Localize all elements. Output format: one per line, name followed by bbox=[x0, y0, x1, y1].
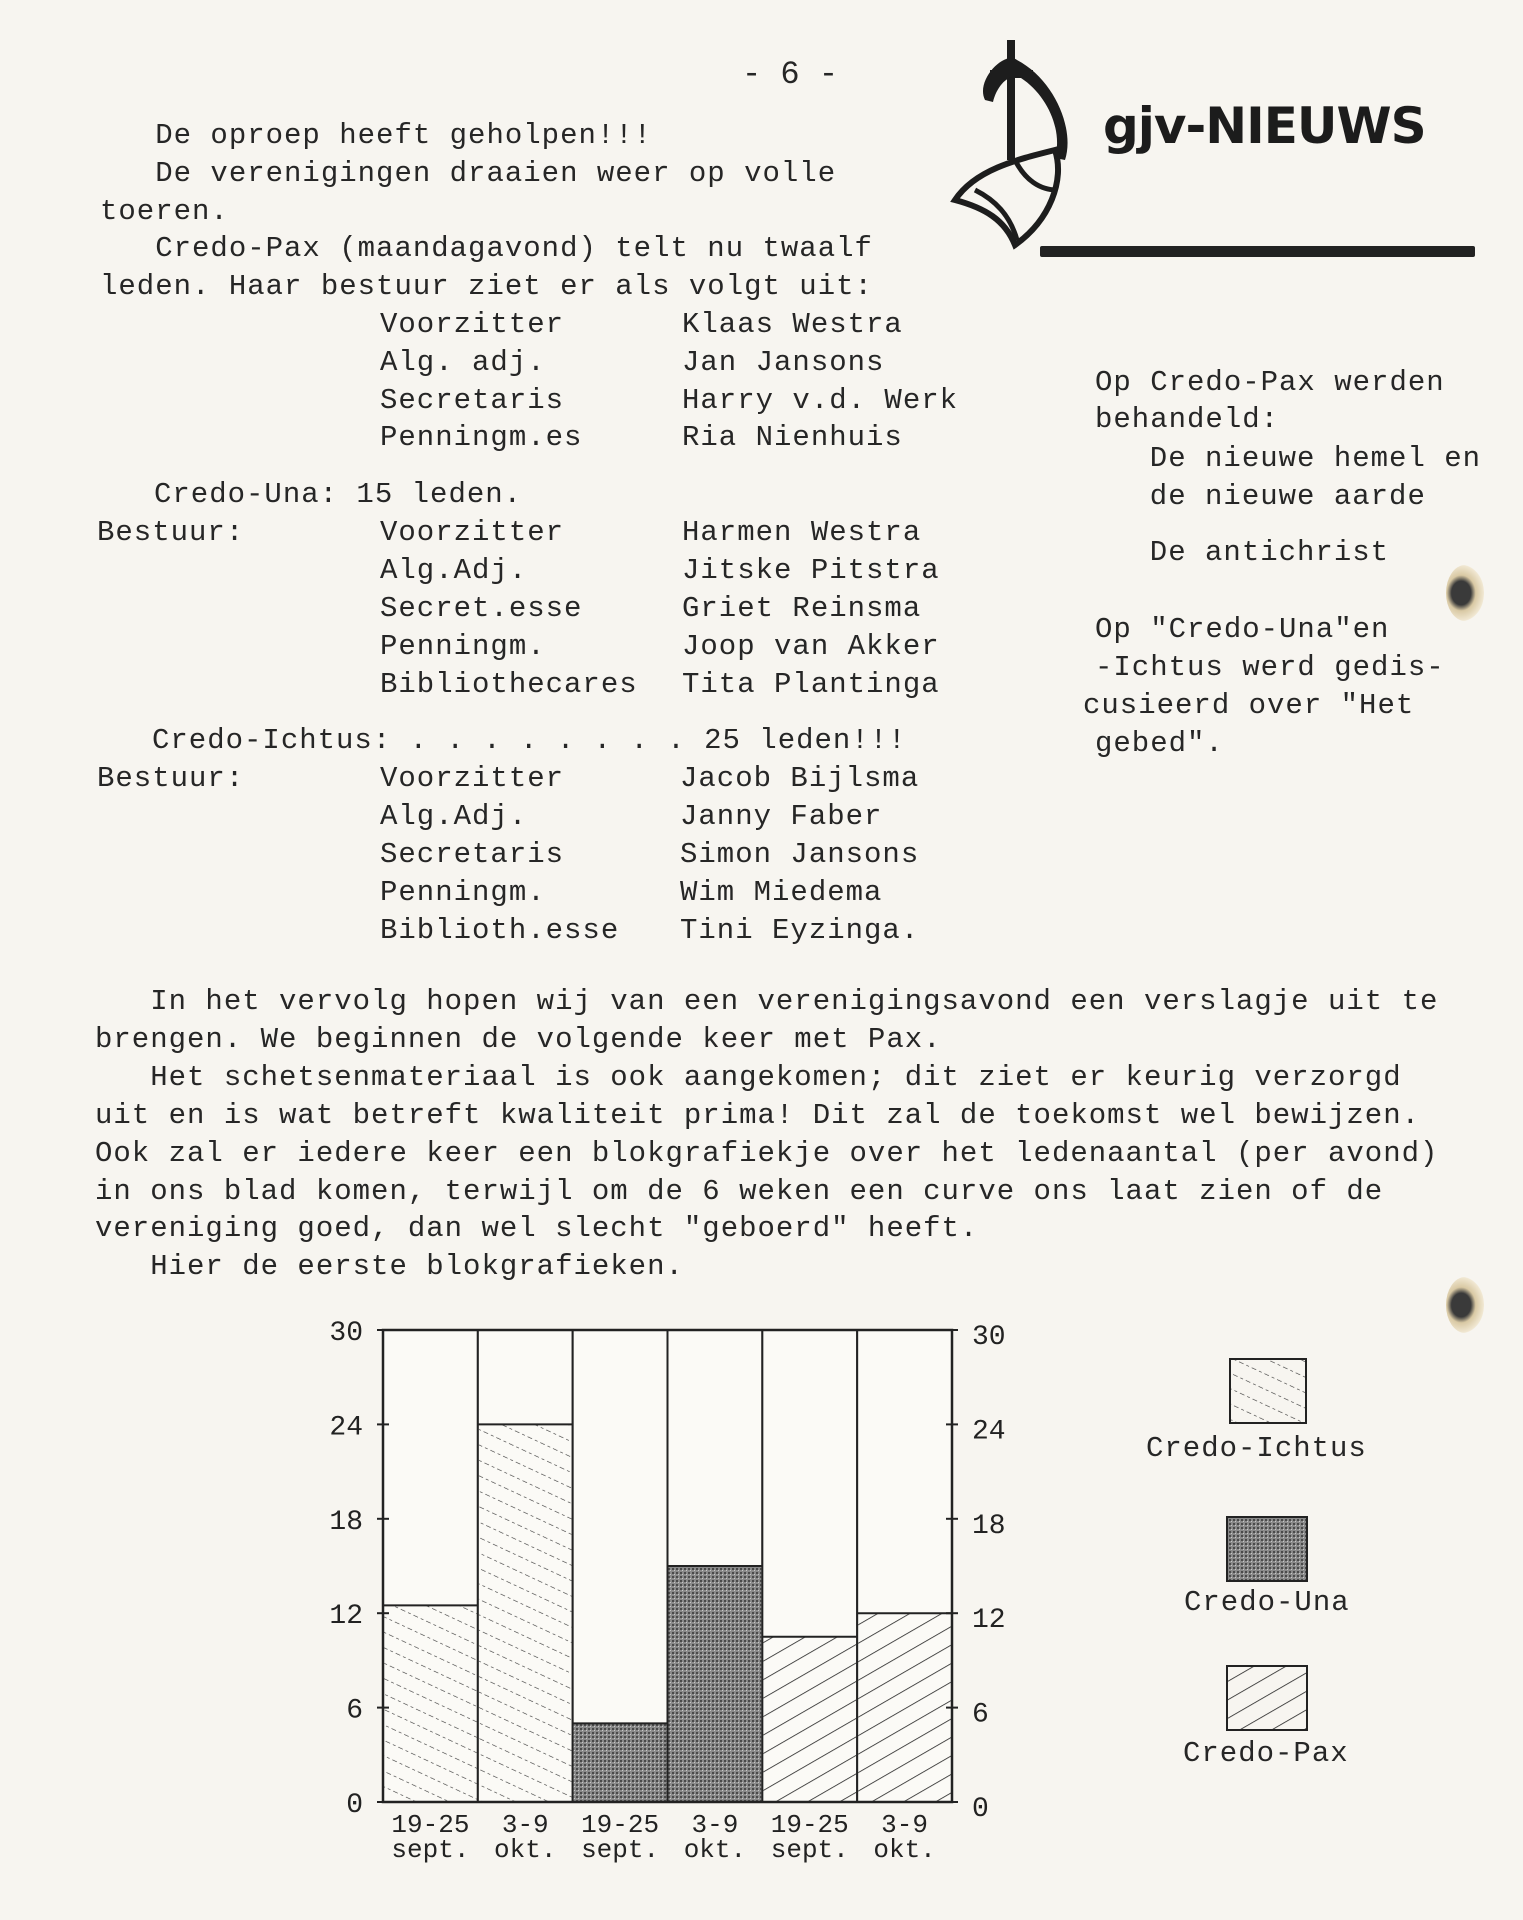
y-tick-label-left: 0 bbox=[346, 1790, 363, 1821]
ichtus-header: Credo-Ichtus: . . . . . . . . 25 leden!!! bbox=[152, 724, 907, 757]
sidebar-line: De antichrist bbox=[1113, 536, 1390, 569]
bestuur-label: Bestuur: bbox=[97, 762, 245, 795]
board-name: Tita Plantinga bbox=[682, 668, 940, 701]
body-line: Ook zal er iedere keer een blokgrafiekje over het ledenaantal (per avond) bbox=[95, 1137, 1439, 1170]
sidebar-line: Op "Credo-Una"en bbox=[1095, 613, 1390, 646]
y-tick-label-left: 24 bbox=[329, 1412, 363, 1444]
bar bbox=[858, 1613, 951, 1802]
board-name: Tini Eyzinga. bbox=[680, 914, 920, 947]
legend-swatch-pax bbox=[1225, 1664, 1309, 1732]
membership-bar-chart bbox=[300, 1300, 1006, 1880]
page-number: - 6 - bbox=[742, 56, 839, 93]
board-role: Voorzitter bbox=[380, 516, 565, 549]
x-tick-label-month: okt. bbox=[494, 1835, 557, 1865]
sidebar-line: behandeld: bbox=[1095, 403, 1280, 436]
board-name: Jacob Bijlsma bbox=[680, 762, 920, 795]
sidebar-line: de nieuwe aarde bbox=[1113, 480, 1426, 513]
board-role: Alg. adj. bbox=[380, 346, 546, 379]
bar bbox=[763, 1637, 856, 1802]
board-name: Janny Faber bbox=[680, 800, 883, 833]
y-tick-label-right: 6 bbox=[972, 1699, 989, 1731]
x-tick-label-month: sept. bbox=[581, 1835, 660, 1865]
intro-line: Credo-Pax (maandagavond) telt nu twaalf bbox=[100, 232, 873, 265]
body-line: Hier de eerste blokgrafieken. bbox=[95, 1250, 684, 1283]
body-line: uit en is wat betreft kwaliteit prima! Dit zal de toekomst wel bewijzen. bbox=[95, 1099, 1421, 1132]
legend-label: Credo-Una bbox=[1184, 1586, 1350, 1619]
x-tick-label-date: 3-9 bbox=[691, 1810, 739, 1840]
board-name: Klaas Westra bbox=[682, 308, 903, 341]
x-tick-label-month: sept. bbox=[770, 1835, 849, 1865]
x-tick-label-month: okt. bbox=[683, 1835, 747, 1865]
y-tick-label-left: 30 bbox=[329, 1318, 363, 1349]
bestuur-label: Bestuur: bbox=[97, 516, 245, 549]
bar bbox=[384, 1605, 477, 1802]
body-line: Het schetsenmateriaal is ook aangekomen; dit ziet er keurig verzorgd bbox=[95, 1061, 1402, 1094]
board-role: Penningm. bbox=[380, 876, 546, 909]
x-tick-label-date: 3-9 bbox=[881, 1810, 928, 1840]
intro-line: leden. Haar bestuur ziet er als volgt uit: bbox=[100, 270, 873, 303]
x-tick-label-date: 19-25 bbox=[581, 1810, 660, 1840]
y-tick-label-right: 18 bbox=[972, 1510, 1006, 1542]
y-tick-label-right: 24 bbox=[972, 1416, 1006, 1448]
legend-swatch-ichtus bbox=[1228, 1357, 1308, 1425]
body-line: In het vervolg hopen wij van een verenigingsavond een verslagje uit te bbox=[95, 985, 1439, 1018]
bar bbox=[669, 1566, 762, 1802]
x-tick-label-month: sept. bbox=[391, 1835, 470, 1865]
legend-label: Credo-Pax bbox=[1183, 1737, 1349, 1770]
anchor-logo-icon bbox=[955, 40, 1085, 260]
board-role: Alg.Adj. bbox=[380, 554, 528, 587]
board-role: Penningm.es bbox=[380, 421, 583, 454]
punch-hole bbox=[1446, 565, 1484, 621]
board-name: Wim Miedema bbox=[680, 876, 883, 909]
body-line: in ons blad komen, terwijl om de 6 weken een curve ons laat zien of de bbox=[95, 1175, 1384, 1208]
y-tick-label-left: 12 bbox=[329, 1601, 363, 1633]
board-role: Penningm. bbox=[380, 630, 546, 663]
x-tick-label-date: 19-25 bbox=[770, 1810, 849, 1840]
bar bbox=[574, 1723, 667, 1802]
sidebar-line: Op Credo-Pax werden bbox=[1095, 366, 1445, 399]
sidebar-line: -Ichtus werd gedis- bbox=[1095, 651, 1445, 684]
intro-line: De verenigingen draaien weer op volle bbox=[100, 157, 837, 190]
board-name: Simon Jansons bbox=[680, 838, 920, 871]
board-name: Harmen Westra bbox=[682, 516, 922, 549]
punch-hole bbox=[1446, 1277, 1484, 1333]
board-role: Alg.Adj. bbox=[380, 800, 528, 833]
board-name: Ria Nienhuis bbox=[682, 421, 903, 454]
x-tick-label-date: 3-9 bbox=[501, 1810, 549, 1840]
board-name: Harry v.d. Werk bbox=[682, 384, 959, 417]
board-role: Biblioth.esse bbox=[380, 914, 620, 947]
sidebar-line: De nieuwe hemel en bbox=[1113, 442, 1482, 475]
bar bbox=[479, 1424, 572, 1802]
x-tick-label-date: 19-25 bbox=[391, 1810, 470, 1840]
board-name: Jitske Pitstra bbox=[682, 554, 940, 587]
y-tick-label-right: 12 bbox=[972, 1605, 1006, 1637]
masthead-rule bbox=[1040, 246, 1475, 257]
y-tick-label-right: 30 bbox=[972, 1322, 1006, 1353]
intro-line: toeren. bbox=[100, 195, 229, 228]
sidebar-line: cusieerd over "Het bbox=[1083, 689, 1415, 722]
y-tick-label-left: 18 bbox=[329, 1506, 363, 1538]
sidebar-line: gebed". bbox=[1095, 727, 1224, 760]
body-line: vereniging goed, dan wel slecht "geboerd" heeft. bbox=[95, 1212, 979, 1245]
una-header: Credo-Una: 15 leden. bbox=[154, 478, 523, 511]
y-tick-label-right: 0 bbox=[972, 1794, 989, 1825]
intro-line: De oproep heeft geholpen!!! bbox=[100, 119, 653, 152]
board-role: Secret.esse bbox=[380, 592, 583, 625]
board-role: Secretaris bbox=[380, 384, 565, 417]
x-tick-label-month: okt. bbox=[873, 1835, 936, 1865]
board-role: Voorzitter bbox=[380, 308, 565, 341]
board-name: Joop van Akker bbox=[682, 630, 940, 663]
board-role: Secretaris bbox=[380, 838, 565, 871]
legend-label: Credo-Ichtus bbox=[1146, 1432, 1367, 1465]
board-name: Jan Jansons bbox=[682, 346, 885, 379]
y-tick-label-left: 6 bbox=[346, 1695, 363, 1727]
body-line: brengen. We beginnen de volgende keer met Pax. bbox=[95, 1023, 942, 1056]
board-role: Bibliothecares bbox=[380, 668, 638, 701]
masthead-title: gjv-NIEUWS bbox=[1103, 97, 1426, 155]
board-name: Griet Reinsma bbox=[682, 592, 922, 625]
board-role: Voorzitter bbox=[380, 762, 565, 795]
legend-swatch-una bbox=[1225, 1515, 1309, 1583]
